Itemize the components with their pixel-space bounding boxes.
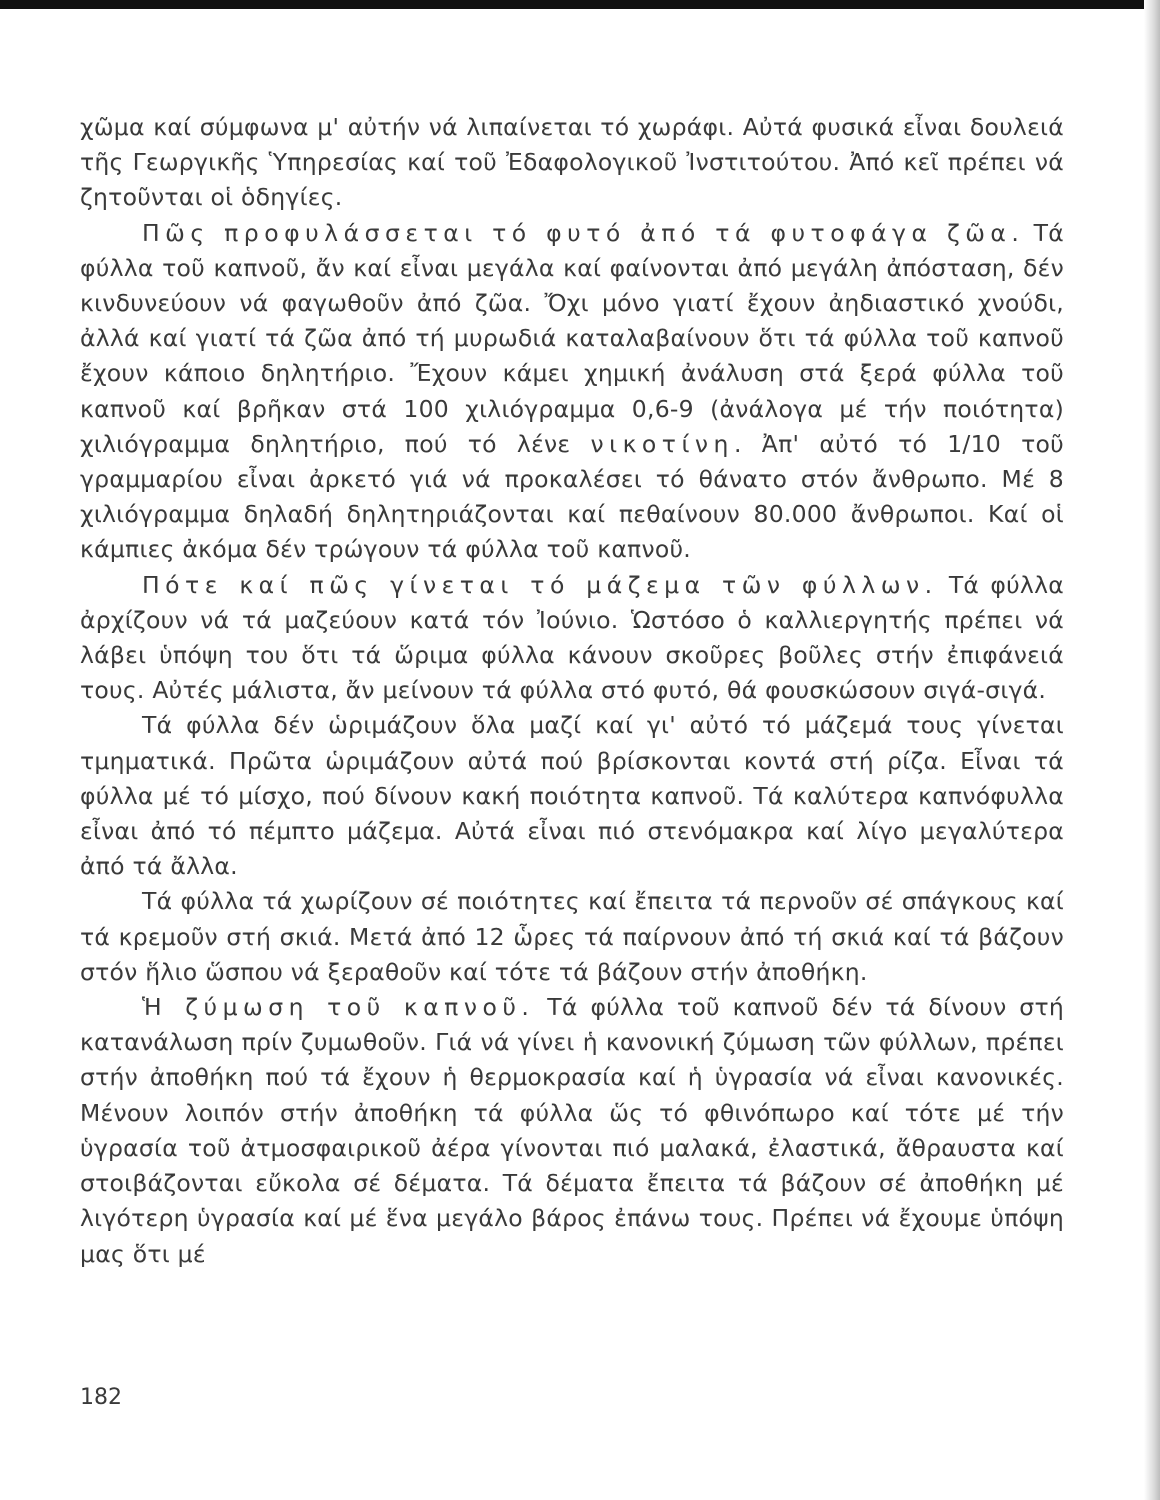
section-heading-harvest: Πότε καί πῶς γίνεται τό μάζεμα τῶν φύλλων. [142,570,938,599]
paragraph-text: Τά φύλλα τοῦ καπνοῦ δέν τά δίνουν στή κατανάλωση πρίν ζυμωθοῦν. Γιά νά γίνει ἡ κανονική ζύμωση τῶν φύλλων, πρέπει στήν ἀποθήκη πού τά ἔχουν ἡ θερμοκρασία καί ἡ ὑγρασία νά εἶναι κανονικές. Μένουν λοιπόν στήν ἀποθήκη τά φύλλα ὥς τό φθινόπωρο καί τότε μέ τήν ὑγρασία τοῦ ἀτμοσφαιρικοῦ ἀέρα γίνονται πιό μαλακά, ἐλαστικά, ἄθραυστα καί στοιβάζονται εὔκολα σέ δέματα. Τά δέματα ἔπειτα τά βάζουν σέ ἀποθήκη μέ λιγότερη ὑγρασία καί μέ ἕνα μεγάλο βάρος ἐπάνω τους. Πρέπει νά ἔχουμε ὑπόψη μας ὅτι μέ [80,993,1064,1268]
page-binding-shadow [1144,0,1160,1500]
paragraph-4 [80,708,1064,884]
paragraph-5 [80,884,1064,990]
section-heading-fermentation: Ἡ ζύμωση τοῦ καπνοῦ. [142,993,535,1022]
paragraph-text: Τά φύλλα δέν ὡριμάζουν ὅλα μαζί καί γι' αὐτό τό μάζεμά τους γίνεται τμηματικά. Πρῶτα ὡριμάζουν αὐτά πού βρίσκονται κοντά στή ρίζα. Εἶναι τά φύλλα μέ τό μίσχο, πού δίνουν κακή ποιότητα καπνοῦ. Τά καλύτερα καπνόφυλλα εἶναι ἀπό τό πέμπτο μάζεμα. Αὐτά εἶναι πιό στενόμακρα καί λίγο μεγαλύτερα ἀπό τά ἄλλα. [80,711,1064,881]
paragraph-6 [80,990,1064,1272]
paragraph-1 [80,110,1064,216]
paragraph-text: Τά φύλλα ἀρχίζουν νά τά μαζεύουν κατά τόν Ἰούνιο. Ὡστόσο ὁ καλλιεργητής πρέπει νά λάβει ὑπόψη του ὅτι τά ὥριμα φύλλα κάνουν σκοῦρες βοῦλες στήν ἐπιφάνειά τους. Αὐτές μάλιστα, ἄν μείνουν τά φύλλα στό φυτό, θά φουσκώσουν σιγά-σιγά. [80,570,1064,705]
paragraph-3 [80,568,1064,709]
paragraph-text: Τά φύλλα τά χωρίζουν σέ ποιότητες καί ἔπειτα τά περνοῦν σέ σπάγκους καί τά κρεμοῦν στή σκιά. Μετά ἀπό 12 ὧρες τά παίρνουν ἀπό τή σκιά καί τά βάζουν στόν ἥλιο ὥσπου νά ξεραθοῦν καί τότε τά βάζουν στήν ἀποθήκη. [80,887,1064,986]
paragraph-text: χῶμα καί σύμφωνα μ' αὐτήν νά λιπαίνεται τό χωράφι. Αὐτά φυσικά εἶναι δουλειά τῆς Γεωργικῆς Ὑπηρεσίας καί τοῦ Ἐδαφολογικοῦ Ἰνστιτούτου. Ἀπό κεῖ πρέπει νά ζητοῦνται οἱ ὁδηγίες. [80,113,1064,212]
paragraph-text: Τά φύλλα τοῦ καπνοῦ, ἄν καί εἶναι μεγάλα καί φαίνονται ἀπό μεγάλη ἀπόσταση, δέν κινδυνεύουν νά φαγωθοῦν ἀπό ζῶα. Ὄχι μόνο γιατί ἔχουν ἀηδιαστικό χνούδι, ἀλλά καί γιατί τά ζῶα ἀπό τή μυρωδιά καταλαβαίνουν ὅτι τά φύλλα τοῦ καπνοῦ ἔχουν κάποιο δηλητήριο. Ἔχουν κάμει χημική ἀνάλυση στά ξερά φύλλα τοῦ καπνοῦ καί βρῆκαν στά 100 χιλιόγραμμα 0,6-9 (ἀνάλογα μέ τήν ποιότητα) χιλιόγραμμα δηλητήριο, πού τό λένε [80,218,1064,458]
page-number: 182 [80,1385,122,1410]
paragraph-2 [80,216,1064,568]
page-text [80,110,1064,1272]
scan-top-edge [0,0,1160,9]
section-heading-protection: Πῶς προφυλάσσεται τό φυτό ἀπό τά φυτοφάγα ζῶα. [142,218,1025,247]
paragraph-text-after: . Ἀπ' αὐτό τό 1/10 τοῦ γραμμαρίου εἶναι ἀρκετό γιά νά προκαλέσει τό θάνατο στόν ἄνθρωπο. Μέ 8 χιλιόγραμμα δηλαδή δηλητηριάζονται καί πεθαίνουν 80.000 ἄνθρωποι. Καί οἱ κάμπιες ἀκόμα δέν τρώγουν τά φύλλα τοῦ καπνοῦ. [80,429,1064,564]
emphasis-nicotine: νικοτίνη [590,429,734,458]
